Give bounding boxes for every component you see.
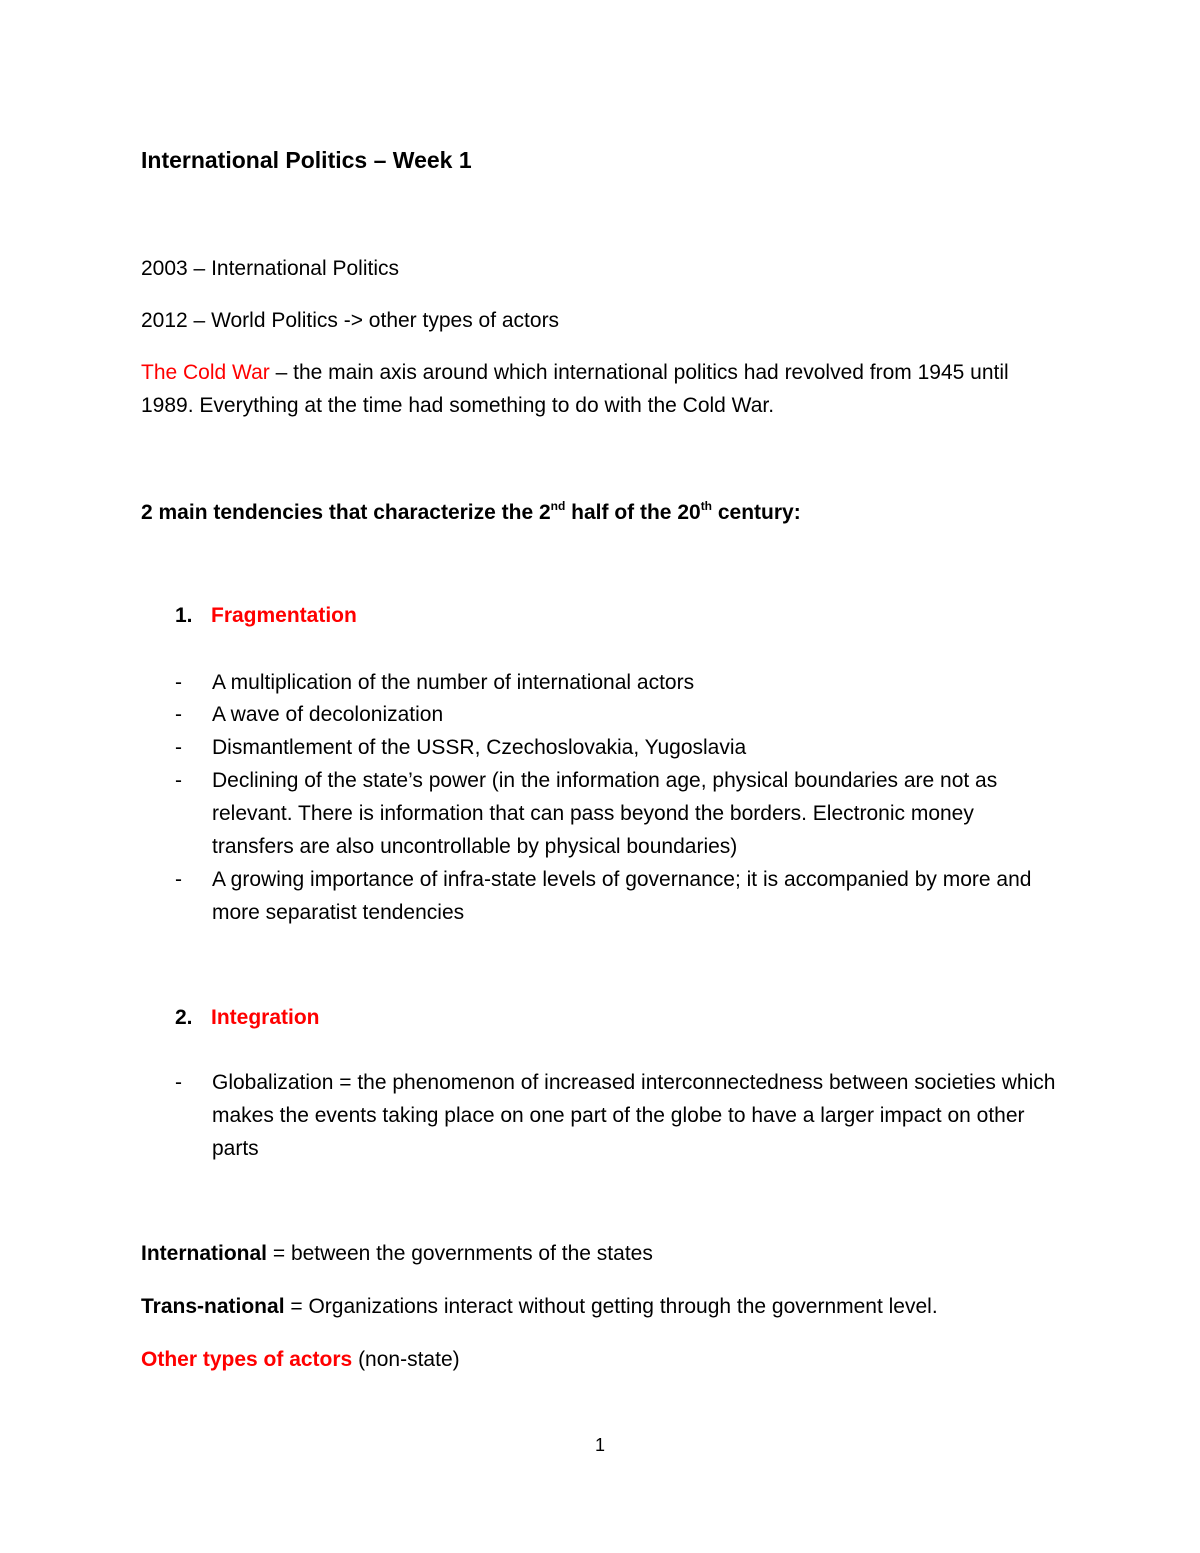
fragmentation-label: Fragmentation [211, 604, 357, 627]
transnational-term: Trans-national [141, 1295, 285, 1318]
bullet-dash: - [175, 1071, 182, 1094]
cold-war-text-2: 1989. Everything at the time had something to do with the Cold War. [141, 394, 775, 417]
bullet-dash: - [175, 868, 182, 891]
line-2003: 2003 – International Politics [141, 257, 399, 280]
fragmentation-bullet-5: - A growing importance of infra-state levels of governance; it is accompanied by more and more separatist tendencies [175, 863, 1065, 929]
page-number: 1 [594, 1435, 605, 1455]
bullet-dash: - [175, 671, 182, 694]
transnational-definition: = Organizations interact without getting through the government level. [284, 1295, 938, 1318]
definition-international [141, 1237, 653, 1270]
fragmentation-number: 1. [175, 604, 193, 627]
definition-transnational [141, 1290, 938, 1323]
fragmentation-heading [175, 599, 357, 632]
fragmentation-bullet-2: - A wave of decolonization [175, 698, 1075, 731]
other-actors-definition: (non-state) [352, 1348, 460, 1371]
cold-war-text-1: – the main axis around which international politics had revolved from 1945 until [269, 361, 1009, 384]
cold-war-paragraph [141, 356, 1009, 389]
bullet-dash: - [175, 769, 182, 792]
fragmentation-bullet-1: - A multiplication of the number of international actors [175, 666, 1075, 699]
cold-war-term: The Cold War [141, 361, 270, 384]
tendencies-heading: 2 main tendencies that characterize the 2nd half of the 20th century: [141, 499, 801, 524]
fragmentation-bullet-4: - Declining of the state’s power (in the information age, physical boundaries are not as relevant. There is information that can pass beyond the borders. Electronic money transfers are also uncontrollable by physical boundaries) [175, 764, 1045, 863]
integration-label: Integration [211, 1006, 320, 1029]
integration-number: 2. [175, 1006, 193, 1029]
fragmentation-bullet-3: - Dismantlement of the USSR, Czechoslovakia, Yugoslavia [175, 731, 1075, 764]
line-2012: 2012 – World Politics -> other types of actors [141, 309, 560, 332]
integration-heading [175, 1001, 320, 1034]
bullet-dash: - [175, 703, 182, 726]
other-actors-line [141, 1343, 460, 1376]
international-term: International [141, 1242, 268, 1265]
international-definition: = between the governments of the states [267, 1242, 653, 1265]
document-title: International Politics – Week 1 [141, 147, 472, 173]
integration-bullet-1: - Globalization = the phenomenon of increased interconnectedness between societies which makes the events taking place on one part of the globe to have a larger impact on other parts [175, 1066, 1065, 1165]
bullet-dash: - [175, 736, 182, 759]
other-actors-term: Other types of actors [141, 1348, 353, 1371]
